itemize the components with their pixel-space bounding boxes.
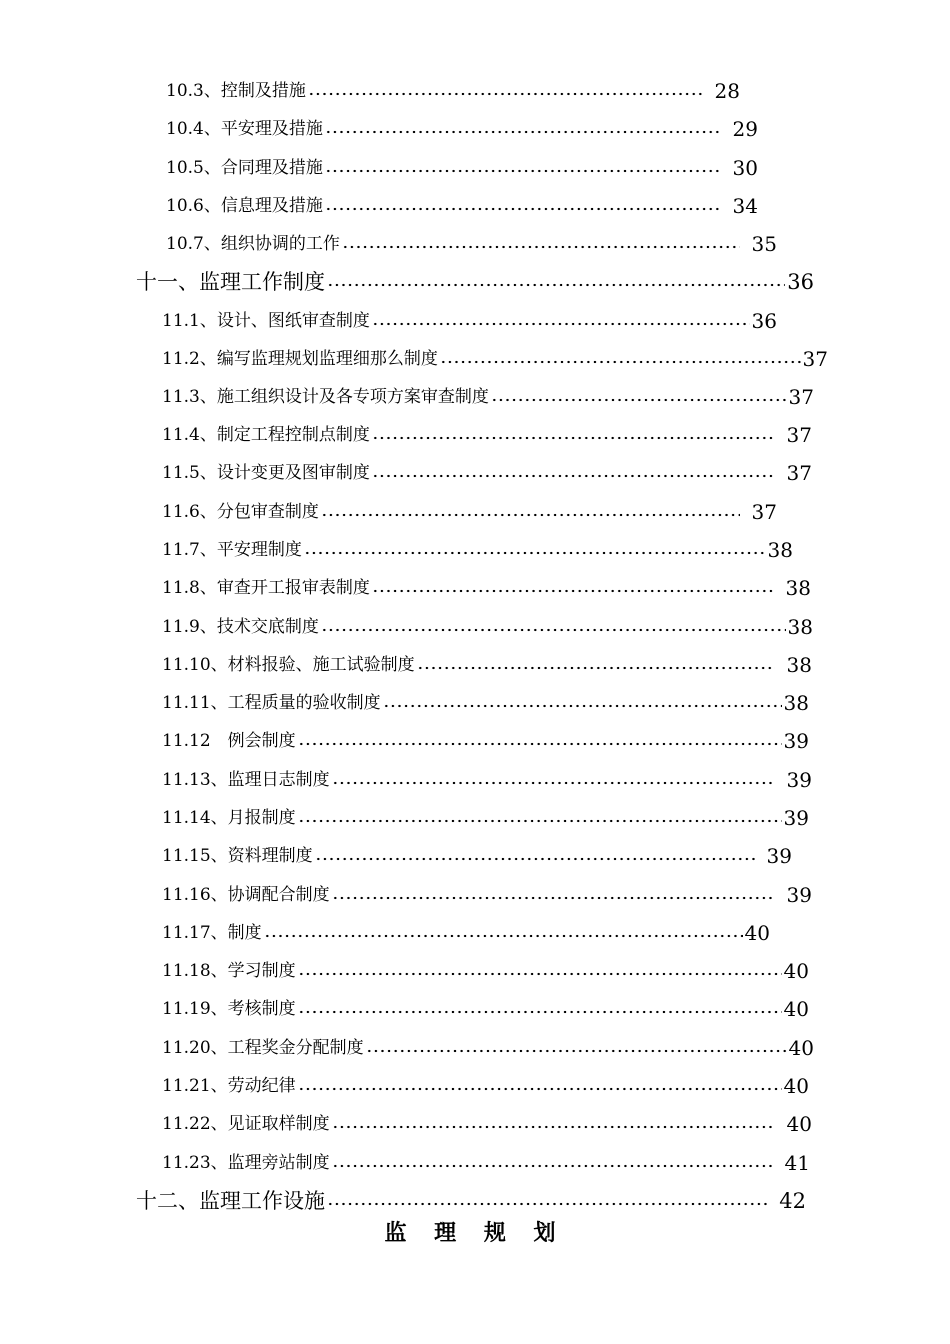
toc-entry-page: 38 xyxy=(786,653,812,677)
toc-entry-page: 36 xyxy=(787,270,814,294)
toc-entry[interactable] xyxy=(162,1109,812,1139)
toc-entry[interactable] xyxy=(162,573,811,603)
toc-entry[interactable] xyxy=(162,841,792,871)
toc-entry[interactable] xyxy=(162,497,777,527)
toc-entry-label: 11.2、编写监理规划监理细那么制度 xyxy=(162,349,438,369)
toc-entry-page: 39 xyxy=(783,729,809,753)
toc-entry-label: 10.4、平安理及措施 xyxy=(166,119,323,139)
toc-entry-page: 38 xyxy=(787,615,813,639)
toc-entry-page: 40 xyxy=(744,921,770,945)
toc-entry[interactable] xyxy=(162,458,812,488)
toc-entry[interactable] xyxy=(162,344,828,374)
toc-entry-label: 11.9、技术交底制度 xyxy=(162,617,319,637)
dot-leader xyxy=(491,398,787,402)
toc-entry-label: 11.18、学习制度 xyxy=(162,961,296,981)
toc-entry[interactable] xyxy=(162,382,814,412)
toc-chapter[interactable] xyxy=(136,1186,806,1216)
dot-leader xyxy=(372,474,775,478)
dot-leader xyxy=(332,781,775,785)
toc-entry[interactable] xyxy=(162,880,812,910)
toc-entry-page: 40 xyxy=(788,1036,814,1060)
toc-entry-label: 11.15、资料理制度 xyxy=(162,846,313,866)
toc-entry-label: 11.17、制度 xyxy=(162,923,262,943)
toc-entry-page: 37 xyxy=(788,385,814,409)
dot-leader xyxy=(315,857,755,861)
toc-entry-label: 11.3、施工组织设计及各专项方案审查制度 xyxy=(162,387,489,407)
toc-entry[interactable] xyxy=(166,191,758,221)
toc-entry-page: 38 xyxy=(785,576,811,600)
dot-leader xyxy=(366,1049,787,1053)
toc-entry-page: 37 xyxy=(786,461,812,485)
toc-entry[interactable] xyxy=(166,114,758,144)
toc-entry-page: 30 xyxy=(732,156,758,180)
toc-entry[interactable] xyxy=(162,612,813,642)
dot-leader xyxy=(332,1125,775,1129)
toc-entry-label: 10.3、控制及措施 xyxy=(166,81,306,101)
dot-leader xyxy=(298,819,782,823)
toc-entry-label: 11.1、设计、图纸审查制度 xyxy=(162,311,370,331)
toc-entry-page: 41 xyxy=(784,1151,810,1175)
toc-entry[interactable] xyxy=(162,420,812,450)
toc-entry-page: 38 xyxy=(783,691,809,715)
dot-leader xyxy=(298,742,782,746)
toc-entry-page: 29 xyxy=(732,117,758,141)
section-heading: 监 理 规 划 xyxy=(384,1220,566,1246)
toc-entry-page: 39 xyxy=(766,844,792,868)
toc-entry-label: 11.7、平安理制度 xyxy=(162,540,302,560)
dot-leader xyxy=(325,169,721,173)
toc-entry[interactable] xyxy=(162,765,812,795)
toc-entry-label: 10.5、合同理及措施 xyxy=(166,158,323,178)
toc-entry-page: 40 xyxy=(783,959,809,983)
toc-entry[interactable] xyxy=(162,803,809,833)
toc-entry-page: 37 xyxy=(802,347,828,371)
toc-entry-page: 38 xyxy=(767,538,793,562)
toc-entry-page: 42 xyxy=(779,1189,806,1213)
toc-entry-page: 37 xyxy=(751,500,777,524)
toc-entry[interactable] xyxy=(162,306,777,336)
dot-leader xyxy=(383,704,782,708)
toc-entry-page: 37 xyxy=(786,423,812,447)
dot-leader xyxy=(308,92,703,96)
toc-entry-label: 11.12 例会制度 xyxy=(162,731,296,751)
dot-leader xyxy=(298,1010,782,1014)
dot-leader xyxy=(321,513,740,517)
toc-entry-page: 36 xyxy=(751,309,777,333)
toc-entry-page: 40 xyxy=(786,1112,812,1136)
toc-entry-label: 11.21、劳动纪律 xyxy=(162,1076,296,1096)
toc-entry[interactable] xyxy=(166,153,758,183)
toc-entry-page: 39 xyxy=(783,806,809,830)
toc-entry-page: 34 xyxy=(732,194,758,218)
dot-leader xyxy=(325,207,721,211)
toc-entry-label: 11.20、工程奖金分配制度 xyxy=(162,1038,364,1058)
toc-entry-label: 11.4、制定工程控制点制度 xyxy=(162,425,370,445)
dot-leader xyxy=(332,896,775,900)
toc-entry-label: 11.11、工程质量的验收制度 xyxy=(162,693,381,713)
dot-leader xyxy=(440,360,801,364)
toc-entry-page: 40 xyxy=(783,997,809,1021)
toc-entry[interactable] xyxy=(162,994,809,1024)
toc-entry[interactable] xyxy=(162,1071,809,1101)
toc-entry-label: 10.6、信息理及措施 xyxy=(166,196,323,216)
toc-chapter[interactable] xyxy=(136,267,814,297)
dot-leader xyxy=(372,589,774,593)
toc-entry-label: 11.13、监理日志制度 xyxy=(162,770,330,790)
dot-leader xyxy=(372,436,775,440)
toc-entry[interactable] xyxy=(162,535,793,565)
toc-entry[interactable] xyxy=(162,650,812,680)
dot-leader xyxy=(417,666,775,670)
dot-leader xyxy=(372,322,750,326)
toc-entry[interactable] xyxy=(162,956,809,986)
dot-leader xyxy=(342,245,740,249)
toc-entry-label: 11.23、监理旁站制度 xyxy=(162,1153,330,1173)
toc-entry[interactable] xyxy=(162,726,809,756)
toc-entry-page: 39 xyxy=(786,768,812,792)
toc-entry-label: 11.10、材料报验、施工试验制度 xyxy=(162,655,415,675)
toc-entry[interactable] xyxy=(162,688,809,718)
dot-leader xyxy=(298,1087,782,1091)
dot-leader xyxy=(327,1202,767,1206)
toc-entry-label: 十二、监理工作设施 xyxy=(136,1189,325,1213)
toc-entry-page: 40 xyxy=(783,1074,809,1098)
toc-entry-page: 39 xyxy=(786,883,812,907)
toc-entry-label: 十一、监理工作制度 xyxy=(136,270,325,294)
dot-leader xyxy=(332,1164,773,1168)
toc-entry-label: 11.6、分包审查制度 xyxy=(162,502,319,522)
toc-entry[interactable] xyxy=(166,229,777,259)
toc-entry[interactable] xyxy=(162,918,770,948)
toc-entry-label: 11.16、协调配合制度 xyxy=(162,885,330,905)
toc-entry[interactable] xyxy=(162,1148,810,1178)
toc-entry[interactable] xyxy=(162,1033,814,1063)
dot-leader xyxy=(327,283,785,287)
toc-entry-label: 11.8、审查开工报审表制度 xyxy=(162,578,370,598)
toc-entry-label: 11.14、月报制度 xyxy=(162,808,296,828)
toc-entry-label: 10.7、组织协调的工作 xyxy=(166,234,340,254)
toc-entry[interactable] xyxy=(166,76,740,106)
toc-entry-label: 11.5、设计变更及图审制度 xyxy=(162,463,370,483)
dot-leader xyxy=(304,551,766,555)
toc-entry-page: 28 xyxy=(714,79,740,103)
toc-entry-label: 11.22、见证取样制度 xyxy=(162,1114,330,1134)
toc-entry-label: 11.19、考核制度 xyxy=(162,999,296,1019)
dot-leader xyxy=(298,972,782,976)
dot-leader xyxy=(321,628,786,632)
dot-leader xyxy=(325,130,721,134)
toc-entry-page: 35 xyxy=(751,232,777,256)
dot-leader xyxy=(264,934,743,938)
